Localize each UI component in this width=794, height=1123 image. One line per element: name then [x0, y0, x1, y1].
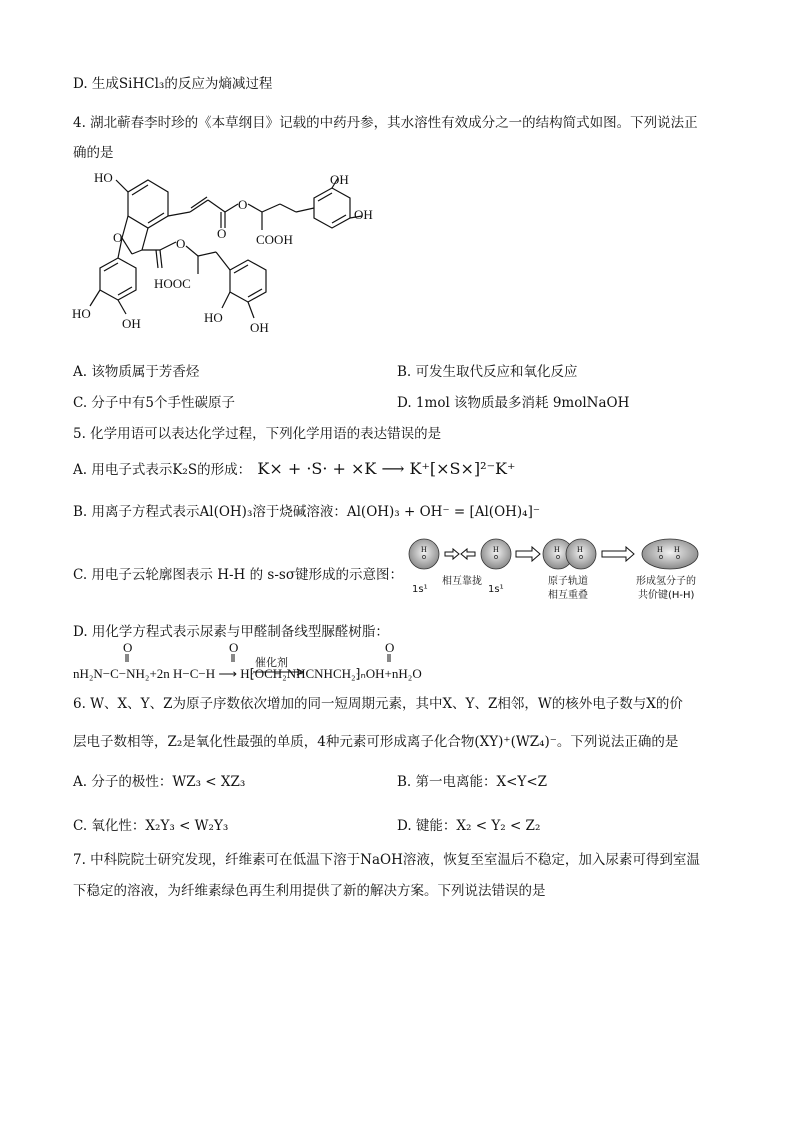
q3-option-d: D. 生成SiHCl₃的反应为熵减过程	[73, 76, 273, 92]
q4-stem-line1: 4. 湖北蕲春李时珍的《本草纲目》记载的中药丹参，其水溶性有效成分之一的结构简式如图。下列说法正	[73, 115, 698, 131]
svg-text:H: H	[554, 545, 560, 554]
q5-option-c: C. 用电子云轮廓图表示 H-H 的 s-sσ键形成的示意图：	[73, 567, 404, 583]
struct-label-ho-top: HO	[94, 170, 113, 185]
q6-stem-line1: 6. W、X、Y、Z为原子序数依次增加的同一短周期元素，其中X、Y、Z相邻，W的核外电子数与X的价	[73, 696, 683, 712]
urea-formaldehyde-equation	[73, 640, 593, 690]
struct-label-o-carbonyl1: O	[217, 226, 227, 241]
q5-option-a-label: A. 用电子式表示K₂S的形成：	[73, 462, 252, 478]
struct-label-o-ring: O	[113, 230, 123, 245]
q4-option-d: D. 1mol 该物质最多消耗 9molNaOH	[397, 395, 630, 411]
q7-stem-line2: 下稳定的溶液，为纤维素绿色再生利用提供了新的解决方案。下列说法错误的是	[73, 883, 546, 899]
orbital-label-bond-2: 共价键(H-H)	[638, 590, 695, 601]
q7-stem-line1: 7. 中科院院士研究发现，纤维素可在低温下溶于NaOH溶液，恢复至室温后不稳定，加入尿素可得到室温	[73, 852, 700, 868]
q6-option-b: B. 第一电离能：X<Y<Z	[397, 774, 548, 790]
struct-label-ho-bottom: HO	[204, 310, 223, 325]
svg-text:H: H	[657, 545, 663, 554]
q4-option-c: C. 分子中有5个手性碳原子	[73, 395, 236, 411]
danshen-structure-diagram	[70, 168, 400, 353]
q4-stem-line2: 确的是	[73, 145, 114, 161]
q6-option-c: C. 氧化性：X₂Y₃ < W₂Y₃	[73, 818, 229, 834]
svg-text:H: H	[493, 545, 499, 554]
orbital-label-bond-1: 形成氢分子的	[636, 576, 696, 587]
orbital-label-approach: 相互靠拢	[442, 576, 482, 587]
q5-option-a-equation: K× + ·S· + ×K ⟶ K⁺[×S×]²⁻K⁺	[257, 459, 516, 478]
q6-stem-line2: 层电子数相等，Z₂是氧化性最强的单质，4种元素可形成离子化合物(XY)⁺(WZ₄)⁻。下列说法正确的是	[73, 734, 679, 750]
q5-stem: 5. 化学用语可以表达化学过程，下列化学用语的表达错误的是	[73, 426, 442, 442]
orbital-label-1s-right: 1s¹	[488, 584, 504, 595]
q4-option-a: A. 该物质属于芳香烃	[73, 364, 200, 380]
svg-text:O: O	[123, 640, 133, 655]
orbital-label-overlap-1: 原子轨道	[548, 576, 588, 587]
q5-option-a	[73, 458, 515, 478]
q6-option-a: A. 分子的极性：WZ₃ < XZ₃	[73, 774, 246, 790]
svg-text:H: H	[421, 545, 427, 554]
q6-option-d: D. 键能：X₂ < Y₂ < Z₂	[397, 818, 541, 834]
struct-label-o-ester1: O	[238, 197, 248, 212]
struct-label-oh-left: OH	[122, 316, 141, 331]
orbital-label-1s-left: 1s¹	[412, 584, 428, 595]
svg-text:H: H	[577, 545, 583, 554]
svg-text:O: O	[229, 640, 239, 655]
orbital-overlap-diagram	[408, 536, 728, 606]
q4-option-b: B. 可发生取代反应和氧化反应	[397, 364, 578, 380]
q5-option-d: D. 用化学方程式表示尿素与甲醛制备线型脲醛树脂：	[73, 624, 389, 640]
struct-label-hooc: HOOC	[154, 276, 191, 291]
svg-text:O: O	[385, 640, 395, 655]
struct-label-ho-left: HO	[72, 306, 91, 321]
orbital-label-overlap-2: 相互重叠	[548, 590, 588, 601]
struct-label-oh-bottom: OH	[250, 320, 269, 335]
struct-label-cooh: COOH	[256, 232, 293, 247]
struct-label-o-ester2: O	[176, 236, 186, 251]
svg-text:H: H	[674, 545, 680, 554]
urea-equation-text: nH₂N−C−NH₂+2n H−C−H ⟶ H⁅OCH₂NHCNHCH₂⁆ₙOH+nH₂O	[73, 666, 422, 681]
q5-option-b: B. 用离子方程式表示Al(OH)₃溶于烧碱溶液：Al(OH)₃ + OH⁻ = [Al(OH)₄]⁻	[73, 504, 540, 520]
catalyst-label: 催化剂	[255, 656, 288, 669]
struct-label-oh-2: OH	[354, 207, 373, 222]
struct-label-oh-1: OH	[330, 172, 349, 187]
